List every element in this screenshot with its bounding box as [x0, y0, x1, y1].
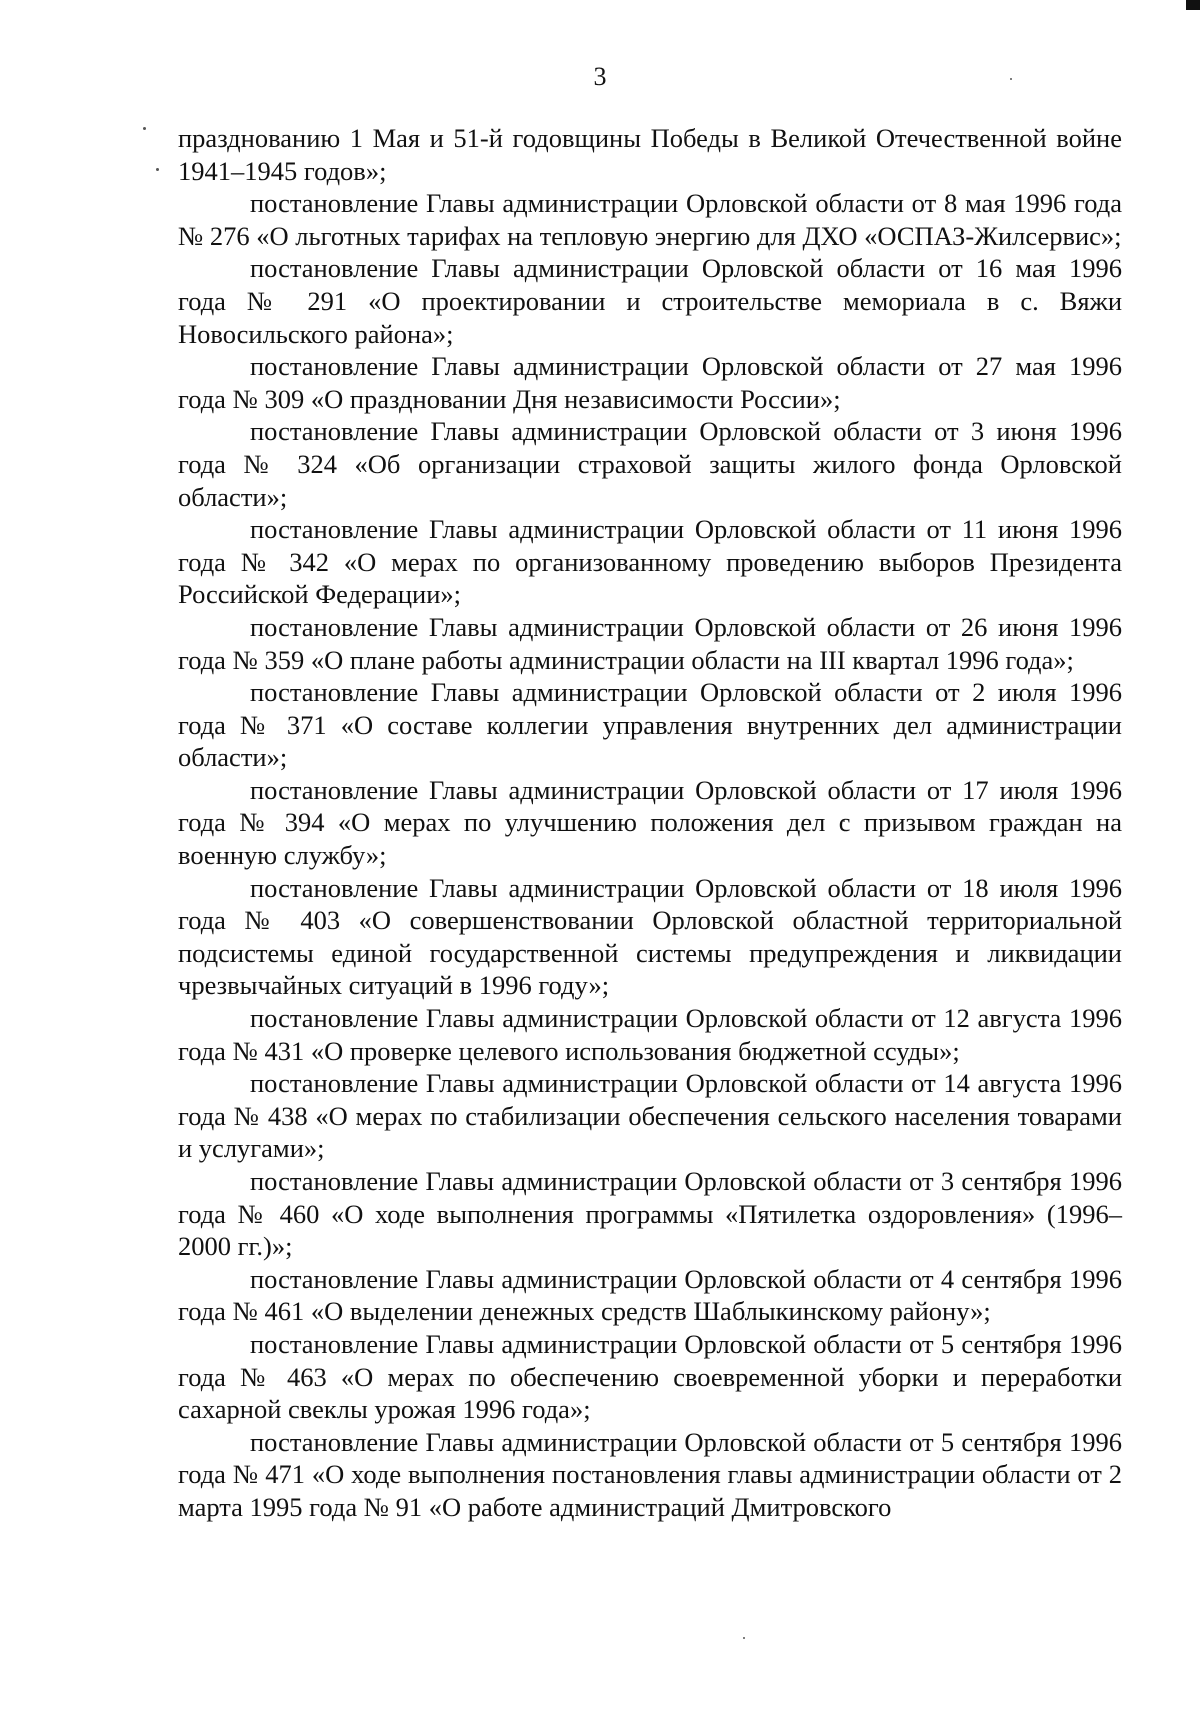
paragraph: постановление Главы администрации Орловской области от 17 июля 1996 года № 394 «О мерах по улучшению положения дел с призывом граждан на военную службу»; [178, 774, 1122, 871]
paragraph: постановление Главы администрации Орловской области от 3 сентября 1996 года № 460 «О ходе выполнения программы «Пятилетка оздоровления» (1996–2000 гг.)»; [178, 1166, 1122, 1262]
body-text [178, 122, 1122, 1524]
paragraph: постановление Главы администрации Орловской области от 14 августа 1996 года № 438 «О мерах по стабилизации обеспечения сельского населения товарами и услугами»; [178, 1068, 1122, 1164]
scan-speck [143, 127, 146, 130]
scan-speck [156, 168, 159, 171]
paragraph: постановление Главы администрации Орловской области от 5 сентября 1996 года № 463 «О мерах по обеспечению своевременной уборки и переработки сахарной свеклы урожая 1996 года»; [178, 1328, 1122, 1425]
paragraph: постановление Главы администрации Орловской области от 16 мая 1996 года № 291 «О проектировании и строительстве мемориала в с. Вяжи Новосильского района»; [178, 253, 1122, 349]
paragraph: постановление Главы администрации Орловской области от 8 мая 1996 года № 276 «О льготных тарифах на тепловую энергию для ДХО «ОСПАЗ-Жилсервис»; [178, 188, 1122, 251]
scan-speck [743, 1637, 745, 1639]
paragraph: постановление Главы администрации Орловской области от 3 июня 1996 года № 324 «Об организации страховой защиты жилого фонда Орловской области»; [178, 416, 1122, 512]
page-number: 3 [593, 62, 607, 91]
paragraph: постановление Главы администрации Орловской области от 26 июня 1996 года № 359 «О плане работы администрации области на III квартал 1996 года»; [178, 611, 1122, 675]
paragraph: постановление Главы администрации Орловской области от 27 мая 1996 года № 309 «О праздновании Дня независимости России»; [178, 351, 1122, 414]
paragraph: празднованию 1 Мая и 51-й годовщины Победы в Великой Отечественной войне 1941–1945 годов»; [178, 123, 1122, 186]
paragraph: постановление Главы администрации Орловской области от 11 июня 1996 года № 342 «О мерах по организованному проведению выборов Президента Российской Федерации»; [178, 514, 1122, 610]
paragraph: постановление Главы администрации Орловской области от 2 июля 1996 года № 371 «О составе коллегии управления внутренних дел администрации области»; [178, 677, 1122, 773]
paragraph: постановление Главы администрации Орловской области от 18 июля 1996 года № 403 «О совершенствовании Орловской областной территориальной подсистемы единой государственной системы предупреждения и ликвидации чрезвычайных ситуаций в 1996 году»; [178, 872, 1122, 1001]
paragraph: постановление Главы администрации Орловской области от 12 августа 1996 года № 431 «О проверке целевого использования бюджетной ссуды»; [178, 1003, 1122, 1066]
paragraph: постановление Главы администрации Орловской области от 5 сентября 1996 года № 471 «О ходе выполнения постановления главы администрации области от 2 марта 1995 года № 91 «О работе администраций Дмитровского [178, 1426, 1122, 1522]
scan-corner-mark [1186, 0, 1200, 10]
paragraph: постановление Главы администрации Орловской области от 4 сентября 1996 года № 461 «О выделении денежных средств Шаблыкинскому району»; [178, 1263, 1122, 1327]
